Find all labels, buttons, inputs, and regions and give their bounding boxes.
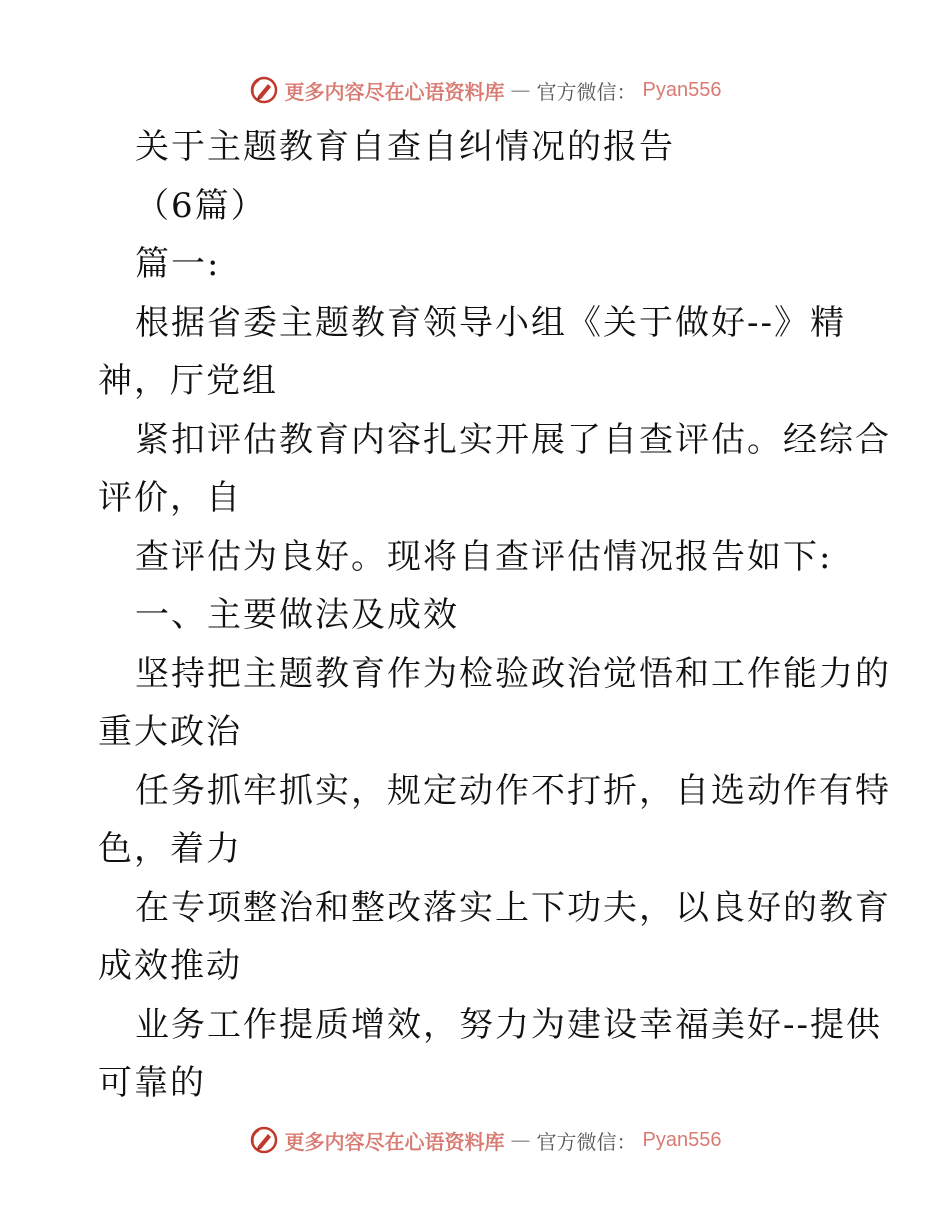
- watermark-wechat-label: 官方微信：: [536, 1129, 637, 1154]
- text-line: 重大政治: [98, 712, 242, 752]
- watermark-content: [249, 1125, 722, 1155]
- text-line: 色，着力: [98, 829, 242, 869]
- text-line: 任务抓牢抓实，规定动作不打折，自选动作有特: [135, 770, 891, 811]
- text-line: 业务工作提质增效，努力为建设幸福美好--提供: [135, 1004, 882, 1045]
- text-line: 坚持把主题教育作为检验政治觉悟和工作能力的: [135, 653, 891, 694]
- watermark-dash: —: [510, 1128, 531, 1152]
- document-body: [98, 118, 891, 1113]
- watermark-content: [249, 75, 722, 105]
- text-line: 紧扣评估教育内容扎实开展了自查评估。经综合: [135, 419, 891, 460]
- text-line: （6篇）: [135, 185, 267, 226]
- text-line: 可靠的: [98, 1063, 206, 1103]
- text-line: 评价，自: [98, 478, 242, 518]
- watermark-wechat-id: Pyan556: [642, 1128, 722, 1151]
- watermark-wechat-label: 官方微信：: [536, 79, 637, 104]
- watermark-wechat-id: Pyan556: [642, 78, 722, 101]
- document-title: 关于主题教育自查自纠情况的报告: [135, 127, 675, 167]
- text-line: 查评估为良好。现将自查评估情况报告如下:: [135, 536, 833, 577]
- text-line: 根据省委主题教育领导小组《关于做好--》精: [135, 302, 846, 343]
- pen-logo-icon: [249, 1125, 279, 1155]
- text-line: 一、主要做法及成效: [135, 595, 459, 635]
- footer-watermark: [0, 1120, 950, 1160]
- watermark-site-text: 更多内容尽在心语资料库: [284, 1129, 505, 1154]
- text-line: 成效推动: [98, 946, 242, 986]
- header-watermark: [0, 70, 950, 110]
- watermark-site-text: 更多内容尽在心语资料库: [284, 79, 505, 104]
- text-line: 篇一:: [135, 244, 221, 284]
- pen-logo-icon: [249, 75, 279, 105]
- text-line: 在专项整治和整改落实上下功夫，以良好的教育: [135, 887, 891, 928]
- text-line: 神，厅党组: [98, 361, 278, 401]
- watermark-dash: —: [510, 78, 531, 102]
